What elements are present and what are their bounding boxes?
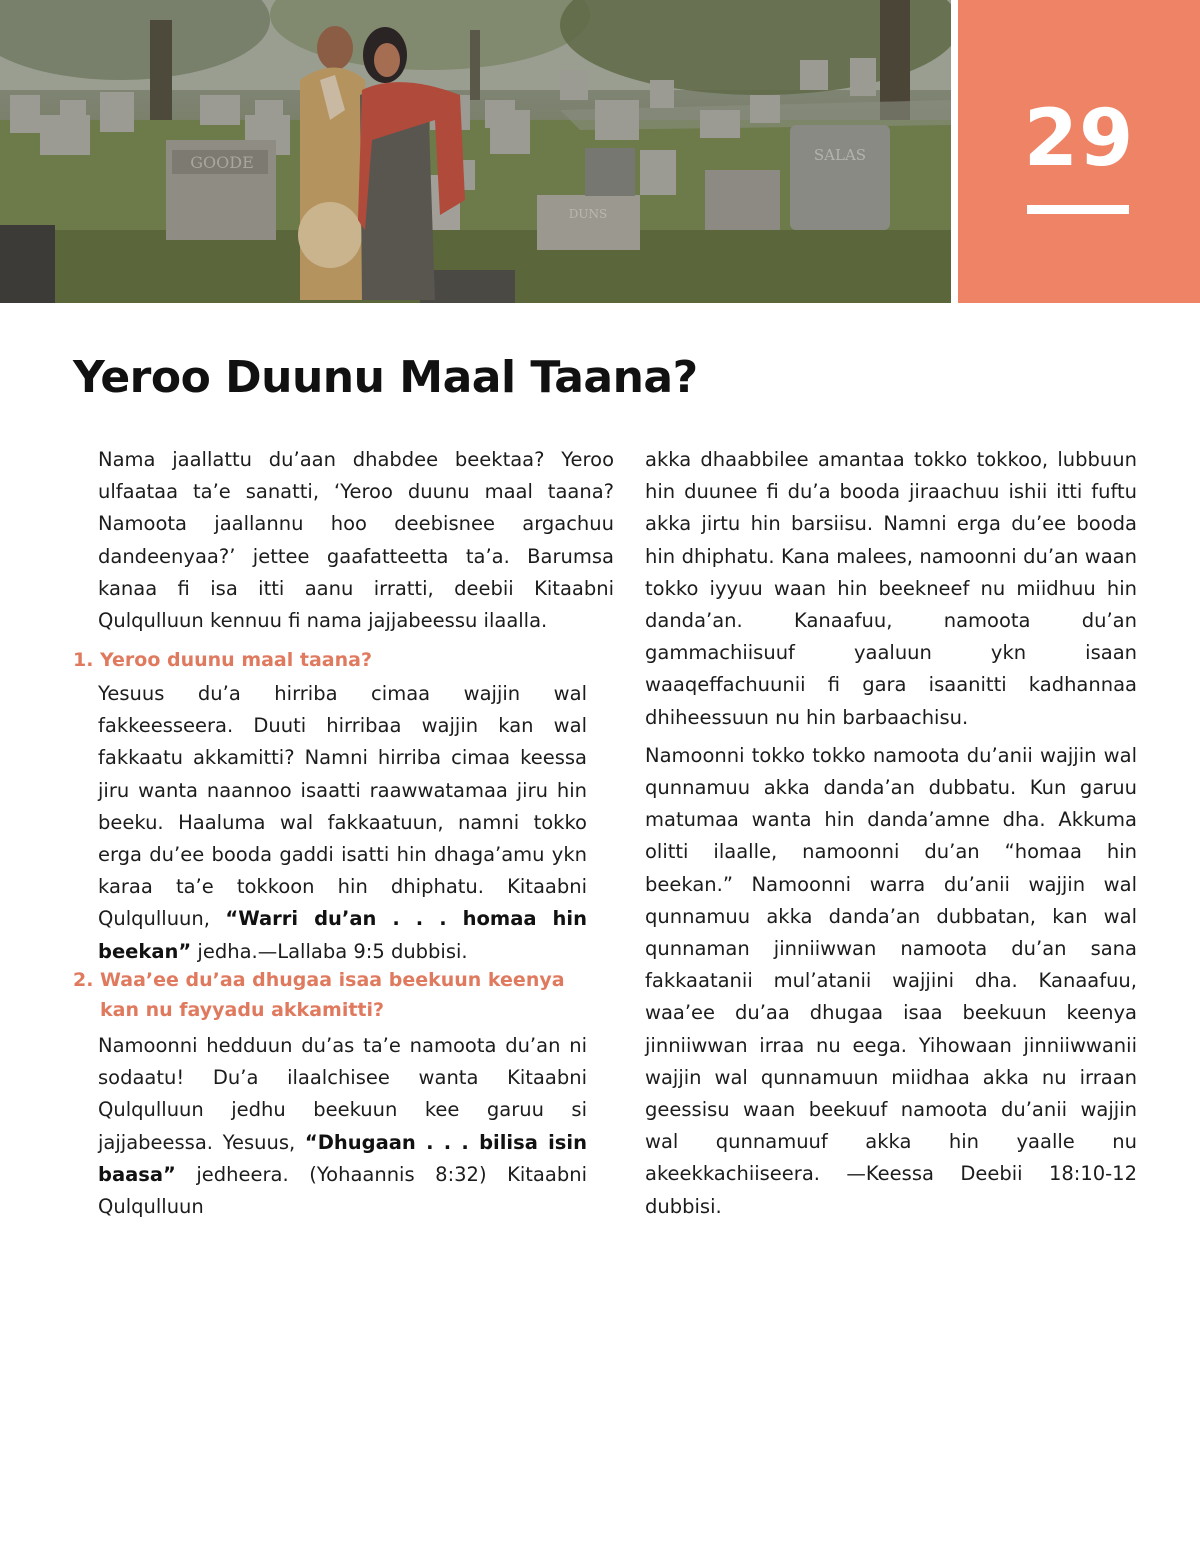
bible-quote: “Warri du’an . . . homaa hin beekan” <box>98 907 587 963</box>
answer-text: Yesuus du’a hirriba cimaa wajjin wal fakkeesseera. Duuti hirribaa wajjin kan wal fakkaatu akkamitti? Namni hirriba cimaa keessa jiru wanta naannoo isaatti raawwatamaa jiru hin beeku. Haaluma wal fakkaatuun, namni tokko erga du’ee booda gaddi isatti hin dhaga’amu ykn karaa ta’e tokkoon hin dhiphatu. Kitaabni Qulqulluun, <box>98 682 587 931</box>
right-column <box>645 444 1137 1223</box>
intro-column <box>98 444 614 637</box>
question-title: Yeroo duunu maal taana? <box>100 649 372 671</box>
lesson-number: 29 <box>1023 94 1135 184</box>
answer-text-end: jedheera. (Yohaannis 8:32) Kitaabni Qulqulluun <box>98 1162 587 1219</box>
svg-text:DUNS: DUNS <box>568 207 608 221</box>
right-paragraph-1: akka dhaabbilee amantaa tokko tokkoo, lubbuun hin duunee fi du’a booda jiraachuu ishii itti fuftu akka jirtu hin barsiisu. Namni erga du’ee booda hin dhiphatu. Kana malees, namoonni du’an waan tokko iyyuu waan hin beekneef nu miidhuu hin danda’an. Kanaafuu, namoota du’an gammachiisuuf yaaluun ykn isaan waaqeffachuunii fi gara isaanitti kadhannaa dhiheessuun nu hin barbaachisu. <box>645 448 1137 729</box>
answer-text: Namoonni hedduun du’as ta’e namoota du’an ni sodaatu! Du’a ilaalchisee wanta Kitaabni Qulqulluun jedhu beekuun kee garuu si jajjabeessa. Yesuus, <box>98 1034 587 1154</box>
question-heading-1 <box>73 645 372 675</box>
bible-quote: “Dhugaan . . . bilisa isin baasa” <box>98 1130 587 1186</box>
lesson-number-underline <box>1027 205 1129 214</box>
answer-paragraph <box>98 678 587 968</box>
question-title <box>100 965 565 1025</box>
question-title-line-2: kan nu fayyadu akkamitti? <box>100 999 385 1021</box>
question-heading-2 <box>73 965 565 1025</box>
intro-paragraph: Nama jaallattu du’aan dhabdee beektaa? Yeroo ulfaataa ta’e sanatti, ‘Yeroo duunu maal taana? Namoota jaallannu hoo deebisnee argachuu dandeenyaa?’ jettee gaafatteetta ta’a. Barumsa kanaa fi isa itti aanu irratti, deebii Kitaabni Qulqulluun kennuu fi nama jajjabeessu ilaalla. <box>98 448 614 633</box>
lesson-number-panel <box>958 0 1200 303</box>
svg-text:SALAS: SALAS <box>813 146 867 164</box>
answer-2 <box>98 1030 587 1223</box>
answer-text-end: jedha.—Lallaba 9:5 dubbisi. <box>191 939 468 963</box>
question-number: 1. <box>73 649 94 671</box>
question-title-line-1: Waa’ee du’aa dhugaa isaa beekuun keenya <box>100 969 565 991</box>
svg-text:GOODE: GOODE <box>190 153 254 172</box>
question-number: 2. <box>73 969 94 991</box>
cemetery-illustration <box>0 0 951 303</box>
answer-1 <box>98 678 587 968</box>
right-paragraph-2: Namoonni tokko tokko namoota du’anii wajjin wal qunnamuu akka danda’an dubbatu. Kun garuu matumaa wanta hin danda’amne dha. Akkuma olitti ilaalle, namoonni du’an “homaa hin beekan.” Namoonni warra du’anii wajjin wal qunnamuu akka danda’an dubbatan, kan wal qunnaman jinniiwwan namoota du’an sana fakkaatanii mul’atanii wajjini dha. Kanaafuu, waa’ee du’aa dhugaa isaa beekuun keenya jinniiwwan irraa nu eega. Yihowaan jinniiwwanii wajjin wal qunnamuun miidhaa akka nu irraan geessisu waan beekuuf namoota du’anii wajjin wal qunnamuuf akka hin yaalle nu akeekkachiiseera. —Keessa Deebii 18:10-12 dubbisi. <box>645 743 1137 1218</box>
hero-photo <box>0 0 951 303</box>
answer-paragraph <box>98 1030 587 1223</box>
page-title: Yeroo Duunu Maal Taana? <box>73 352 698 403</box>
